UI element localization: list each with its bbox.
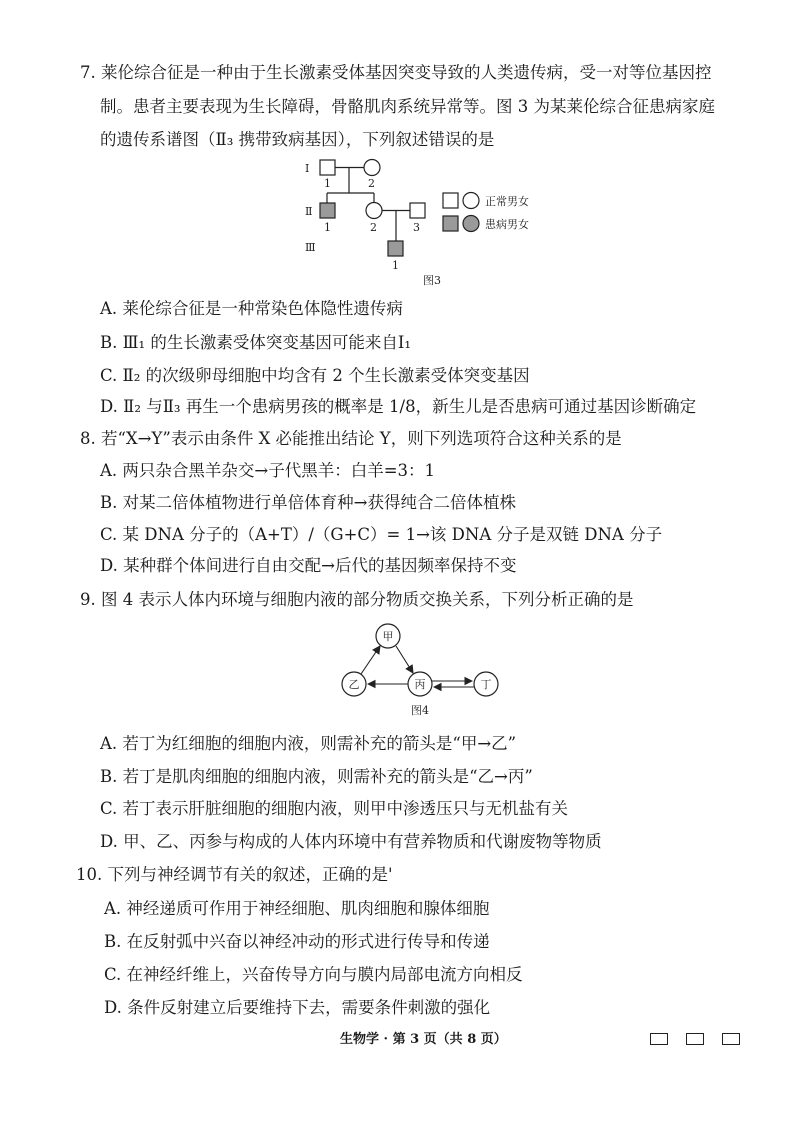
q7-option-c: C. Ⅱ₂ 的次级卵母细胞中均含有 2 个生长激素受体突变基因 <box>100 366 530 385</box>
legend-affected-female-icon <box>463 216 479 232</box>
legend-normal-female-icon <box>463 193 479 209</box>
q9-stem: 9. 图 4 表示人体内环境与细胞内液的部分物质交换关系，下列分析正确的是 <box>80 590 634 609</box>
gen-label-I: Ⅰ <box>305 162 310 175</box>
q7-stem-line2: 制。患者主要表现为生长障碍，骨骼肌肉系统异常等。图 3 为某莱伦综合征患病家庭 <box>100 97 715 116</box>
q10-option-b: B. 在反射弧中兴奋以神经冲动的形式进行传导和传递 <box>104 932 490 951</box>
q9-option-d: D. 甲、乙、丙参与构成的人体内环境中有营养物质和代谢废物等物质 <box>100 832 602 851</box>
q7-stem-line3: 的遗传系谱图（Ⅱ₃ 携带致病基因），下列叙述错误的是 <box>100 130 495 149</box>
pedigree-II3-male-normal <box>410 203 425 218</box>
num-I1: 1 <box>324 177 331 190</box>
q9-option-b: B. 若丁是肌肉细胞的细胞内液，则需补充的箭头是“乙→丙” <box>100 767 533 786</box>
label-bing: 丙 <box>414 678 426 691</box>
q7-option-a: A. 莱伦综合征是一种常染色体隐性遗传病 <box>100 299 403 318</box>
q8-option-b: B. 对某二倍体植物进行单倍体育种→获得纯合二倍体植株 <box>100 493 516 512</box>
pedigree-III1-male-affected <box>388 241 403 256</box>
exchange-diagram <box>330 618 510 723</box>
q9-option-a: A. 若丁为红细胞的细胞内液，则需补充的箭头是“甲→乙” <box>100 734 517 753</box>
arrow-jia-to-bing <box>396 646 413 673</box>
q7-stem-line1: 7. 莱伦综合征是一种由于生长激素受体基因突变导致的人类遗传病，受一对等位基因控 <box>80 63 712 82</box>
legend-normal-male-icon <box>443 193 458 208</box>
q8-option-c: C. 某 DNA 分子的（A+T）/（G+C）= 1→该 DNA 分子是双链 DNA 分子 <box>100 525 663 544</box>
arrow-yi-to-jia <box>361 646 380 674</box>
label-jia: 甲 <box>382 630 394 643</box>
label-yi: 乙 <box>348 678 360 691</box>
q10-option-c: C. 在神经纤维上，兴奋传导方向与膜内局部电流方向相反 <box>104 965 523 984</box>
q7-option-b: B. Ⅲ₁ 的生长激素受体突变基因可能来自Ⅰ₁ <box>100 333 412 352</box>
num-II1: 1 <box>324 221 331 234</box>
pedigree-II1-male-affected <box>320 203 335 218</box>
pedigree-I1-male-normal <box>320 160 335 175</box>
num-II3: 3 <box>413 221 420 234</box>
page-footer: 生物学 · 第 3 页（共 8 页） <box>340 1032 507 1047</box>
q10-stem: 10. 下列与神经调节有关的叙述，正确的是' <box>76 865 393 884</box>
footer-box-2 <box>686 1033 704 1045</box>
q8-option-a: A. 两只杂合黑羊杂交→子代黑羊：白羊=3：1 <box>100 461 436 480</box>
legend-affected-label: 患病男女 <box>485 218 529 231</box>
gen-label-III: Ⅲ <box>305 241 316 254</box>
num-II2: 2 <box>370 221 377 234</box>
pedigree-figure <box>300 155 560 290</box>
legend-normal-label: 正常男女 <box>485 195 529 208</box>
footer-box-1 <box>650 1033 668 1045</box>
q8-option-d: D. 某种群个体间进行自由交配→后代的基因频率保持不变 <box>100 556 517 575</box>
legend-affected-male-icon <box>443 216 458 231</box>
figure4-caption: 图4 <box>411 704 429 717</box>
label-ding: 丁 <box>480 678 492 691</box>
gen-label-II: Ⅱ <box>305 205 313 218</box>
footer-box-3 <box>722 1033 740 1045</box>
q10-option-d: D. 条件反射建立后要维持下去，需要条件刺激的强化 <box>104 998 491 1017</box>
figure3-caption: 图3 <box>423 274 441 287</box>
num-III1: 1 <box>392 259 399 272</box>
q10-option-a: A. 神经递质可作用于神经细胞、肌肉细胞和腺体细胞 <box>104 899 490 918</box>
q7-option-d: D. Ⅱ₂ 与Ⅱ₃ 再生一个患病男孩的概率是 1/8，新生儿是否患病可通过基因诊断确定 <box>100 397 697 416</box>
q8-stem: 8. 若“X→Y”表示由条件 X 必能推出结论 Y，则下列选项符合这种关系的是 <box>80 429 622 448</box>
pedigree-I2-female-normal <box>364 160 380 176</box>
q9-option-c: C. 若丁表示肝脏细胞的细胞内液，则甲中渗透压只与无机盐有关 <box>100 799 569 818</box>
pedigree-II2-female-normal <box>366 203 382 219</box>
num-I2: 2 <box>368 177 375 190</box>
